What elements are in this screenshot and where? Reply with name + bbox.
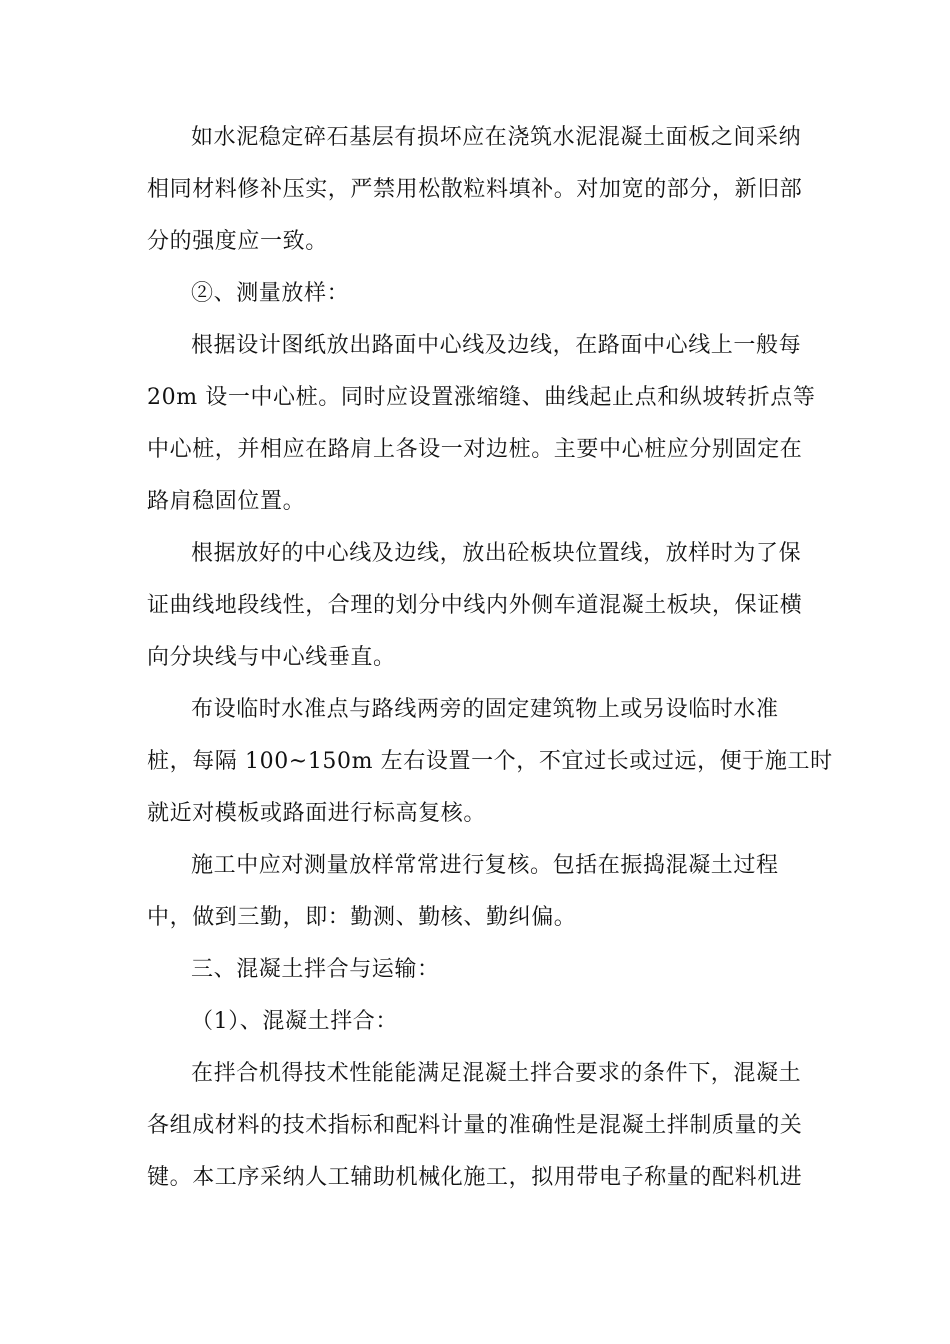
document-body [147,112,833,1204]
text-line: 三、混凝土拌合与运输： [191,957,440,982]
text-line: 中，做到三勤，即：勤测、勤核、勤纠偏。 [147,905,577,930]
heading-survey-layout [147,268,797,320]
paragraph-base-repair [147,112,803,268]
text-line: 向分块线与中心线垂直。 [147,645,396,670]
text-line: 中心桩，并相应在路肩上各设一对边桩。主要中心桩应分别固定在 [147,437,803,462]
text-line: 键。本工序采纳人工辅助机械化施工，拟用带电子称量的配料机进 [147,1165,803,1190]
text-line: 在拌合机得技术性能能满足混凝土拌合要求的条件下，混凝土 [191,1061,802,1086]
text-line: 施工中应对测量放样常常进行复核。包括在振捣混凝土过程 [191,853,779,878]
heading-mixing-transport [147,944,797,996]
text-line: 根据设计图纸放出路面中心线及边线，在路面中心线上一般每 [191,333,802,358]
text-line: 如水泥稳定碎石基层有损坏应在浇筑水泥混凝土面板之间采纳 [191,125,802,150]
heading-mixing [147,996,797,1048]
paragraph-mixing-quality [147,1048,803,1204]
text-line: 就近对模板或路面进行标高复核。 [147,801,487,826]
text-line: 布设临时水准点与路线两旁的固定建筑物上或另设临时水准 [191,697,779,722]
paragraph-benchmarks [147,684,833,840]
paragraph-slab-layout [147,528,803,684]
text-line: 路肩稳固位置。 [147,489,306,514]
text-line: ②、测量放样： [191,281,350,306]
text-line: 20m 设一中心桩。同时应设置涨缩缝、曲线起止点和纵坡转折点等 [147,385,816,410]
text-line: 证曲线地段线性，合理的划分中线内外侧车道混凝土板块，保证横 [147,593,803,618]
text-line: 分的强度应一致。 [147,229,328,254]
paragraph-centerline [147,320,816,528]
paragraph-recheck [147,840,797,944]
text-line: （1）、混凝土拌合： [191,1009,398,1034]
text-line: 各组成材料的技术指标和配料计量的准确性是混凝土拌制质量的关 [147,1113,803,1138]
text-line: 相同材料修补压实，严禁用松散粒料填补。对加宽的部分，新旧部 [147,177,803,202]
text-line: 根据放好的中心线及边线，放出砼板块位置线，放样时为了保 [191,541,802,566]
text-line: 桩，每隔 100~150m 左右设置一个，不宜过长或过远，便于施工时 [147,749,833,774]
